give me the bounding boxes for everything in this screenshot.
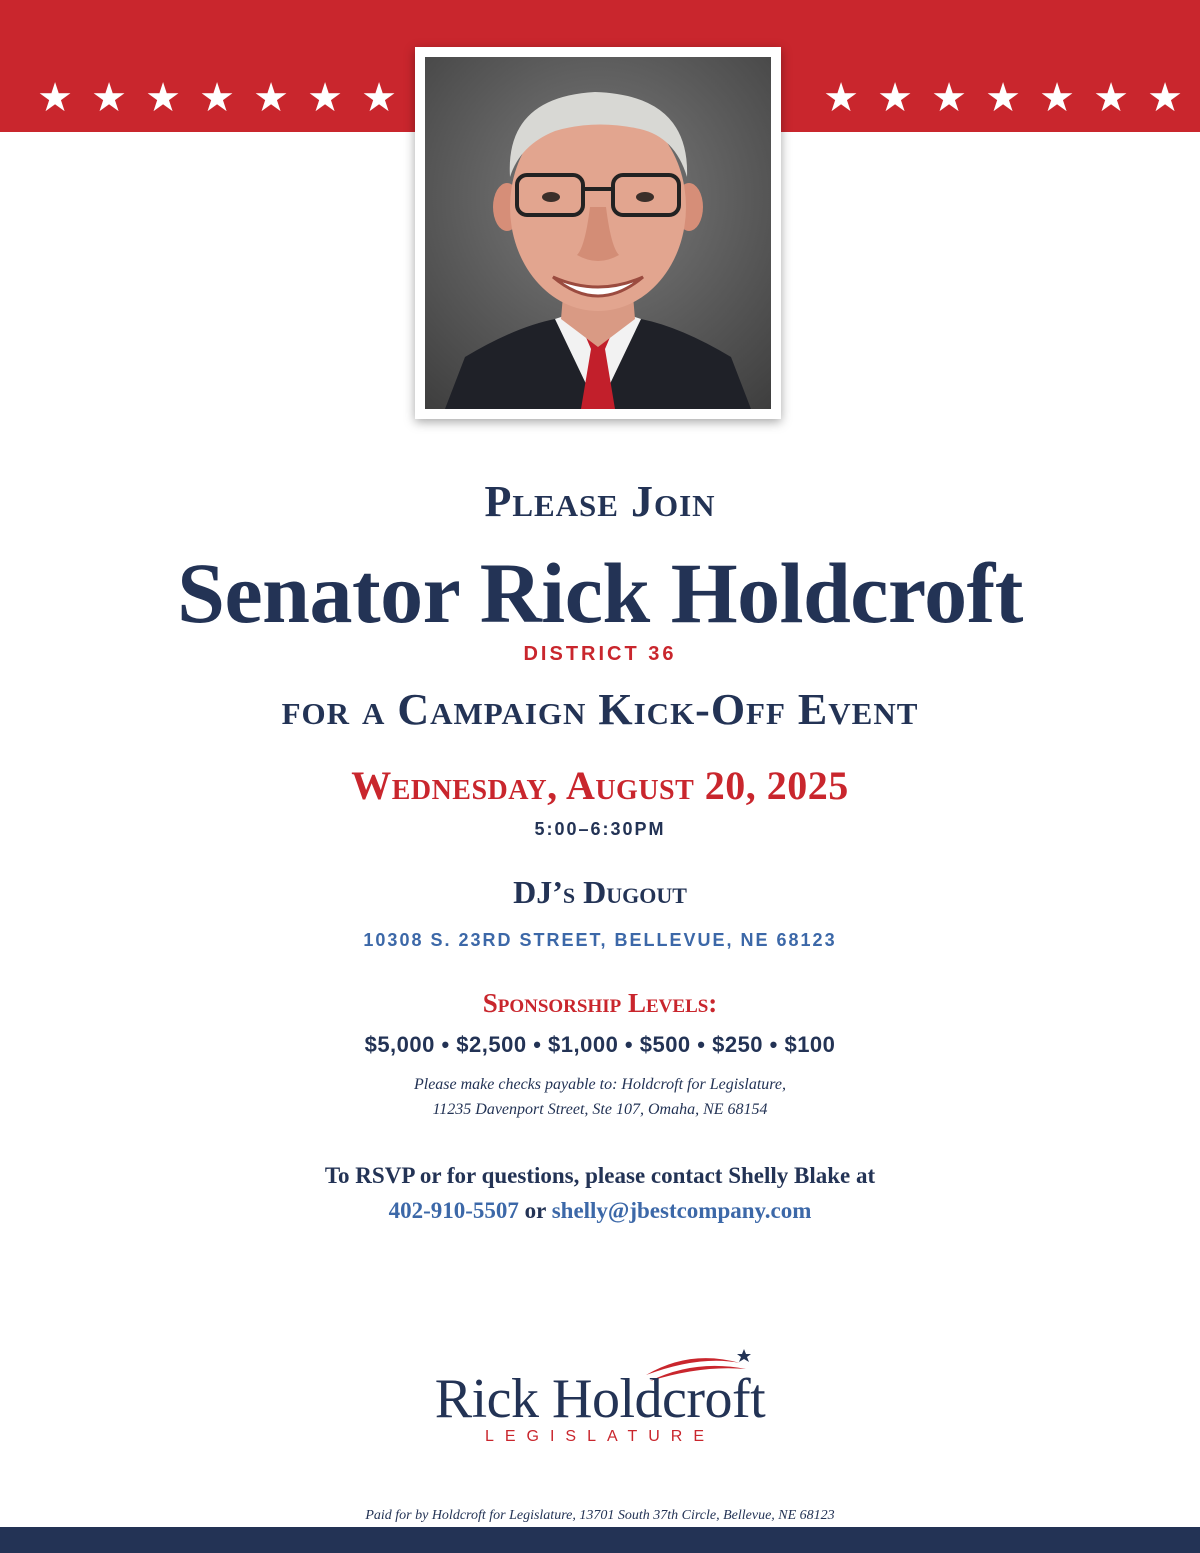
right-stars xyxy=(818,72,1188,124)
rsvp-contact xyxy=(0,1193,1200,1228)
portrait-frame xyxy=(415,47,781,419)
star-icon: ★ xyxy=(361,75,397,121)
star-icon: ★ xyxy=(1147,75,1183,121)
district-label: DISTRICT 36 xyxy=(523,643,677,665)
logo-name: Rick Holdcroft xyxy=(434,1368,766,1430)
paid-for-disclaimer: Paid for by Holdcroft for Legislature, 13701 South 37th Circle, Bellevue, NE 68123 xyxy=(365,1508,835,1523)
event-type-heading: for a Campaign Kick-Off Event xyxy=(281,685,919,734)
star-icon: ★ xyxy=(37,75,73,121)
event-time: 5:00–6:30PM xyxy=(534,819,666,839)
senator-name-heading: Senator Rick Holdcroft xyxy=(177,545,1023,641)
check-instructions-line-1: Please make checks payable to: Holdcroft for Legislature, xyxy=(413,1076,787,1093)
sponsorship-heading: Sponsorship Levels: xyxy=(482,988,718,1018)
rsvp-line: To RSVP or for questions, please contact Shelly Blake at xyxy=(324,1163,876,1188)
star-icon: ★ xyxy=(199,75,235,121)
portrait-photo xyxy=(425,57,771,409)
star-icon: ★ xyxy=(145,75,181,121)
venue-address: 10308 S. 23RD STREET, BELLEVUE, NE 68123 xyxy=(363,930,837,950)
check-instructions xyxy=(0,1072,1200,1122)
venue-name: DJ’s Dugout xyxy=(513,874,687,910)
star-icon: ★ xyxy=(931,75,967,121)
portrait-illustration xyxy=(425,57,771,409)
check-instructions-line-2: 11235 Davenport Street, Ste 107, Omaha, NE 68154 xyxy=(432,1101,768,1118)
please-join-heading: Please Join xyxy=(484,477,716,526)
rsvp-block xyxy=(0,1158,1200,1228)
bottom-navy-band xyxy=(0,1527,1200,1553)
event-date: Wednesday, August 20, 2025 xyxy=(351,763,849,808)
star-icon: ★ xyxy=(307,75,343,121)
star-icon: ★ xyxy=(877,75,913,121)
left-stars xyxy=(32,72,402,124)
sponsorship-levels: $5,000 • $2,500 • $1,000 • $500 • $250 • $100 xyxy=(364,1032,836,1057)
rsvp-email-link[interactable]: shelly@jbestcompany.com xyxy=(551,1198,812,1223)
star-icon: ★ xyxy=(823,75,859,121)
star-icon: ★ xyxy=(1093,75,1129,121)
star-icon: ★ xyxy=(253,75,289,121)
rsvp-phone-link[interactable]: 402-910-5507 xyxy=(388,1198,519,1223)
star-icon: ★ xyxy=(985,75,1021,121)
star-icon: ★ xyxy=(91,75,127,121)
campaign-logo xyxy=(390,1345,810,1455)
rsvp-connector: or xyxy=(518,1198,552,1223)
logo-subtitle: LEGISLATURE xyxy=(484,1428,716,1445)
star-icon: ★ xyxy=(1039,75,1075,121)
